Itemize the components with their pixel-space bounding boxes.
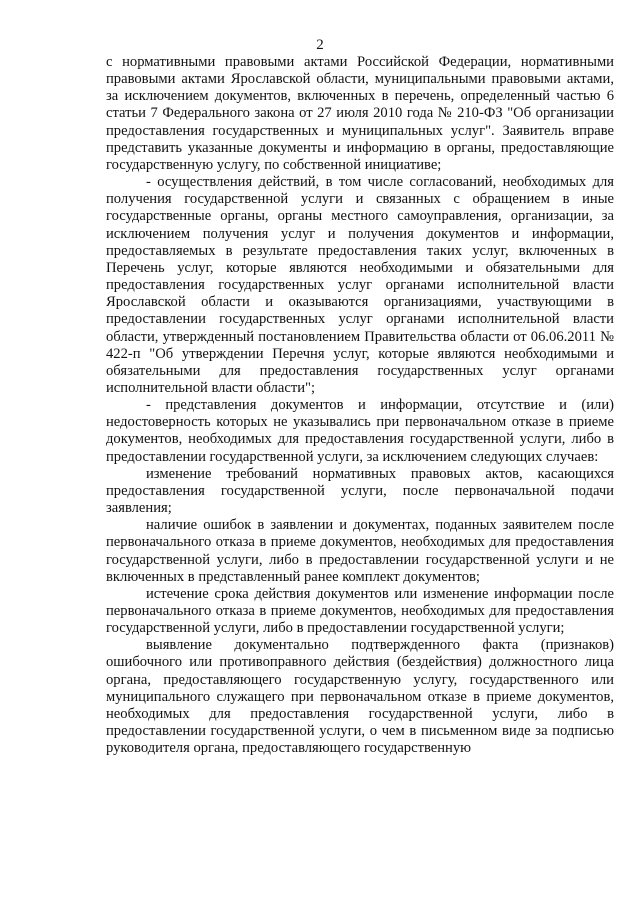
- paragraph-case-errors: наличие ошибок в заявлении и документах, поданных заявителем после первоначального отказа в приеме документов, необходимых для предоставления государственной услуги, либо в предоставлении государственной услуги и не включенных в представленный ранее комплект документов;: [106, 517, 614, 585]
- page-number: 2: [316, 37, 324, 53]
- paragraph-continuation: с нормативными правовыми актами Российской Федерации, нормативными правовыми актами Ярославской области, муниципальными правовыми актами, за исключением документов, включенных в перечень, определенный частью 6 статьи 7 Федерального закона от 27 июля 2010 года № 210-ФЗ "Об организации предоставления государственных и муниципальных услуг". Заявитель вправе представить указанные документы и информацию в органы, предоставляющие государственную услугу, по собственной инициативе;: [106, 54, 614, 173]
- paragraph-actions-item: - осуществления действий, в том числе согласований, необходимых для получения государственной услуги и связанных с обращением в иные государственные органы, органы местного самоуправления, организации, за исключением получения услуг и получения документов и информации, предоставляемых в результате предоставления таких услуг, включенных в Перечень услуг, которые являются необходимыми и обязательными для предоставления государственных услуг органами исполнительной власти Ярославской области и оказываются организациями, участвующими в предоставлении государственных услуг органами исполнительной власти области, утвержденный постановлением Правительства области от 06.06.2011 № 422-п "Об утверждении Перечня услуг, которые являются необходимыми и обязательными для предоставления государственных услуг органами исполнительной власти области";: [106, 174, 614, 396]
- paragraph-case-misconduct: выявление документально подтвержденного факта (признаков) ошибочного или противоправного действия (бездействия) должностного лица органа, предоставляющего государственную услугу, государственного или муниципального служащего при первоначальном отказе в приеме документов, необходимых для предоставления государственной услуги, либо в предоставлении государственной услуги, о чем в письменном виде за подписью руководителя органа, предоставляющего государственную: [106, 637, 614, 757]
- paragraph-case-requirements-change: изменение требований нормативных правовых актов, касающихся предоставления государственной услуги, после первоначальной подачи заявления;: [106, 465, 614, 517]
- document-body: [106, 54, 614, 757]
- paragraph-case-expiry: истечение срока действия документов или изменение информации после первоначального отказа в приеме документов, необходимых для предоставления государственной услуги, либо в предоставлении государственной услуги;: [106, 585, 614, 637]
- paragraph-documents-item: - представления документов и информации, отсутствие и (или) недостоверность которых не указывались при первоначальном отказе в приеме документов, необходимых для предоставления государственной услуги, либо в предоставлении государственной услуги, за исключением следующих случаев:: [106, 397, 614, 465]
